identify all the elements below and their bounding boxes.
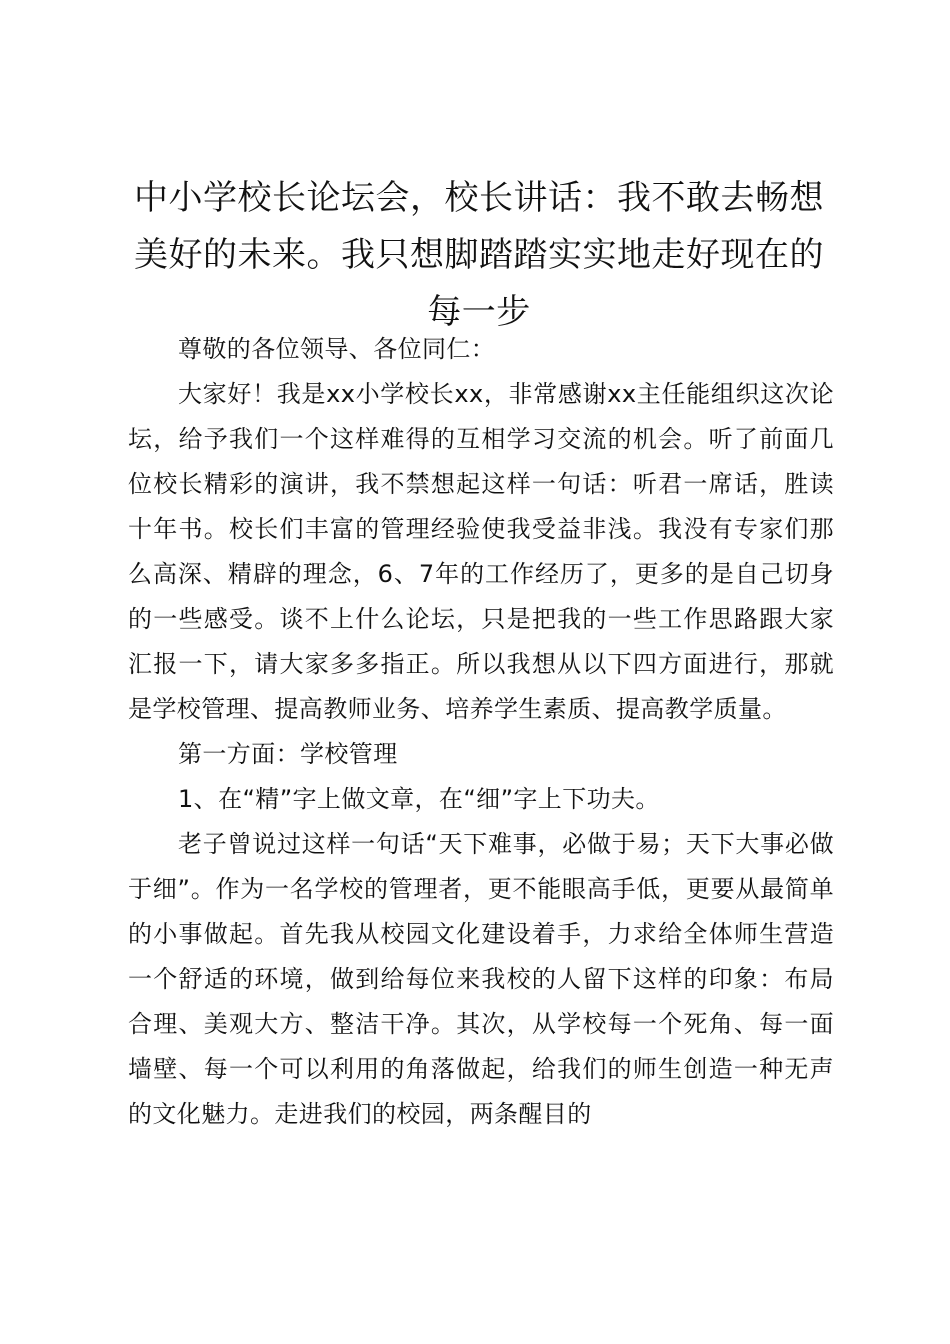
document-body [128, 327, 834, 1137]
intro-paragraph: 大家好！我是xx小学校长xx，非常感谢xx主任能组织这次论坛，给予我们一个这样难得的互相学习交流的机会。听了前面几位校长精彩的演讲，我不禁想起这样一句话：听君一席话，胜读十年书。校长们丰富的管理经验使我受益非浅。我没有专家们那么高深、精辟的理念，6、7年的工作经历了，更多的是自己切身的一些感受。谈不上什么论坛，只是把我的一些工作思路跟大家汇报一下，请大家多多指正。所以我想从以下四方面进行，那就是学校管理、提高教师业务、培养学生素质、提高教学质量。 [128, 380, 834, 723]
subsection-heading-paragraph: 1、在“精”字上做文章，在“细”字上下功夫。 [178, 785, 660, 813]
section-heading-paragraph: 第一方面：学校管理 [178, 740, 398, 768]
salutation-paragraph: 尊敬的各位领导、各位同仁： [178, 335, 496, 363]
document-title: 中小学校长论坛会，校长讲话：我不敢去畅想美好的未来。我只想脚踏踏实实地走好现在的每一步 [134, 178, 824, 332]
body-paragraph: 老子曾说过这样一句话“天下难事，必做于易；天下大事必做于细”。作为一名学校的管理者，更不能眼高手低，更要从最简单的小事做起。首先我从校园文化建设着手，力求给全体师生营造一个舒适的环境，做到给每位来我校的人留下这样的印象：布局合理、美观大方、整洁干净。其次，从学校每一个死角、每一面墙壁、每一个可以利用的角落做起，给我们的师生创造一种无声的文化魅力。走进我们的校园，两条醒目的 [128, 830, 834, 1128]
